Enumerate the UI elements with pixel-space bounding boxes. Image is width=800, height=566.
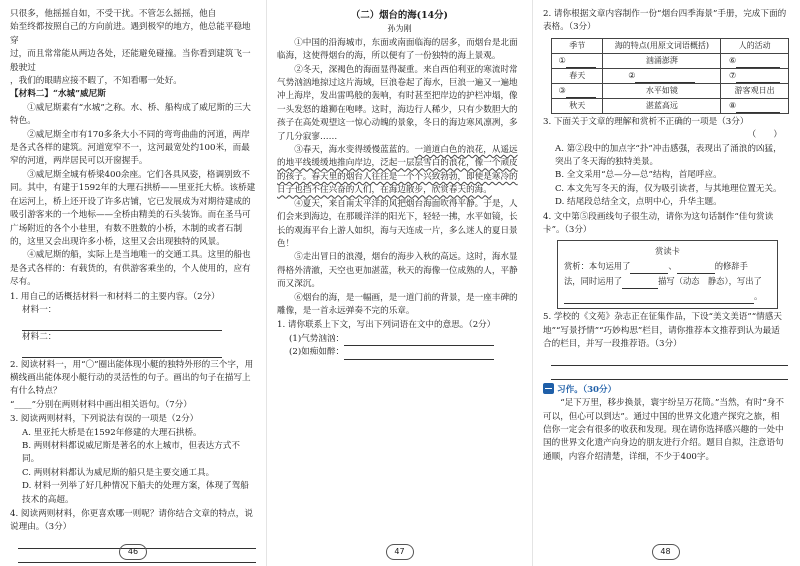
table-row bbox=[552, 83, 789, 98]
question-4: 4. 文中第⑤段画线句子很生动，请你为这句话制作“佳句赏读卡”。（3分） bbox=[543, 211, 774, 236]
answer-blank[interactable] bbox=[22, 347, 222, 358]
page-48 bbox=[532, 0, 798, 566]
table-cell[interactable]: ① bbox=[552, 53, 603, 68]
answer-blank[interactable] bbox=[736, 58, 780, 68]
vocab-item[interactable] bbox=[277, 333, 522, 346]
option-a[interactable]: A. 里亚托大桥是在1592年修建的大理石拱桥。 bbox=[22, 427, 202, 438]
answer-blank[interactable] bbox=[22, 320, 222, 331]
vocab-label: (2)如痴如醉： bbox=[289, 347, 345, 358]
answer-blank[interactable] bbox=[736, 73, 780, 83]
season-table bbox=[551, 38, 789, 114]
page-47 bbox=[266, 0, 532, 566]
table-cell: 春天 bbox=[552, 68, 603, 83]
table-cell[interactable]: ⑦ bbox=[721, 68, 789, 83]
answer-line[interactable] bbox=[551, 352, 788, 366]
answer-blank[interactable] bbox=[736, 103, 780, 113]
paragraph: ⑤走出冒日的浪漫，烟台的海步入秋的高远。这时，海水显得格外清澈，天空也更加湛蓝，秋天的海像一位成熟的人，平静而又深沉。 bbox=[277, 252, 518, 290]
table-cell[interactable]: ⑧ bbox=[721, 98, 789, 113]
table-row bbox=[552, 68, 789, 83]
answer-blank[interactable] bbox=[566, 88, 596, 98]
paragraph bbox=[277, 144, 522, 198]
paragraph: ①中国的沿海城市，东面或南面临海的居多，而烟台是北面临海，这使得烟台的海，所以便有了一份独特的海上景观。 bbox=[277, 37, 518, 62]
question-5: 5. 学校的《文苑》杂志正在征集作品，下设“美文美语”“情感天地”“写景抒情”“巧妙构思”栏目，请你推荐本文推荐到认为最适合的栏目，并写一段推荐语。（3分） bbox=[543, 312, 782, 350]
composition-heading: 习作。（30分） bbox=[543, 383, 788, 397]
paragraph: ③威尼斯全城有桥梁400余座。它们各具风姿，格调别致不同。其中，有建于1592年的大理石拱桥——里亚托大桥。该桥建在运河上，桥上还开设了许多店铺，它已发展成为对期待建成的吸引游客来的一个地标——全桥由精美的石头装饰。而在圣马可广场附近的各个小巷里，有数不胜数的小桥，木制的或者石制的，这里又会出现许多小桥，这里又会出现独特的风景。 bbox=[10, 169, 256, 247]
question-2-rest: “____”分别在两则材料中画出相关语句。（7分） bbox=[10, 399, 192, 410]
table-cell[interactable]: ② bbox=[603, 68, 721, 83]
table-cell: 汹涌澎湃 bbox=[603, 53, 721, 68]
page-number: 47 bbox=[386, 544, 414, 560]
table-cell: 湛蓝高远 bbox=[603, 98, 721, 113]
vocab-item[interactable] bbox=[277, 346, 522, 359]
answer-bracket[interactable]: （ ） bbox=[747, 130, 782, 141]
question-2: 2. 请你根据文章内容制作一份“烟台四季海景”手册，完成下面的表格。（3分） bbox=[543, 9, 787, 33]
paragraph: ④威尼斯的船，实际上是当地唯一的交通工具。这里的船也是各式各样的：有载货的，有供游客乘坐的，个人使用的，应有尽有。 bbox=[10, 250, 251, 288]
vocab-label: (1)气势汹汹： bbox=[289, 333, 345, 344]
option-c[interactable]: C. 本文先写冬天的海，仅为吸引读者，与其地理位置无关。 bbox=[555, 183, 782, 194]
answer-blank[interactable] bbox=[344, 335, 494, 346]
paragraph: ②冬天，深褐色的海面显得凝重。来自西伯利亚的寒流时常气势汹汹地掠过这片海域，巨浪卷起了海水，巨浪一遍又一遍地冲上海岸，发出雷鸣般的轰响，有时甚至把岸边的护栏冲塌，像一头发怒的雄狮在咆哮。这时，海边行人稀少，只有少数胆大的孩子在高处观望这一惊心动魄的景象，冬日的海边寒风凛冽，多了几分寂寥…… bbox=[277, 64, 518, 142]
question-3: 3. 下面关于文章的理解和赏析不正确的一项是（3分） bbox=[543, 116, 749, 127]
answer-label: 材料二： bbox=[22, 331, 57, 342]
answer-line-material1[interactable] bbox=[10, 304, 256, 331]
paragraph: ⑥烟台的海，是一幅画，是一道门前的背景，是一座丰碑的雕像，是一首永远弹奏不完的乐章。 bbox=[277, 292, 518, 316]
table-cell[interactable]: ③ bbox=[552, 83, 603, 98]
option-a[interactable]: A. 第②段中的加点字“扑”冲击感强，表现出了涌浪的凶猛，突出了冬天海的独特美景。 bbox=[555, 143, 782, 168]
card-line: 法，同时运用了 描写（动态 静态），写出了 bbox=[564, 274, 771, 289]
answer-blank[interactable] bbox=[622, 278, 658, 289]
table-header: 季节 bbox=[552, 38, 603, 53]
answer-blank[interactable] bbox=[564, 293, 754, 304]
material2-title: 【材料二】“水城”威尼斯 bbox=[10, 89, 106, 100]
question-1: 1. 用自己的话概括材料一和材料二的主要内容。（2分） bbox=[10, 291, 220, 302]
question-3: 3. 阅读两则材料，下列说法有误的一项是（2分） bbox=[10, 414, 199, 425]
table-header-row bbox=[552, 38, 789, 53]
table-cell: 秋天 bbox=[552, 98, 603, 113]
intro-line: ，我们的眼睛应接不暇了，不知看哪一处好。 bbox=[10, 76, 182, 87]
answer-blank[interactable] bbox=[635, 73, 695, 83]
intro-line: 只很多，他摇摇自如，不受干扰。不管怎么摇摇，他自 bbox=[10, 9, 217, 19]
option-d[interactable]: D. 材料一列举了好几种情况下船夫的处理方案，体现了驾船技术的高超。 bbox=[22, 481, 249, 505]
table-header: 海的特点(用原文词语概括) bbox=[603, 38, 721, 53]
wavy-underlined-sentence: 一道道白色的浪花，从遥远的地平线缓缓地推向岸边，泛起一层层雪白的浪花，像一个顽皮的孩子。春天里的烟台人往往是一个个兴致勃勃，即使是寒冷的日子也挡不住兴奋的人们，在海边散步，欣赏春天的海。 bbox=[277, 145, 518, 196]
author: 孙为刚 bbox=[387, 24, 412, 34]
option-b[interactable]: B. 全文采用“总—分—总”结构，首尾呼应。 bbox=[555, 170, 722, 181]
intro-line: 始至终都按照自己的方向前进。遇到极窄的地方，他总能平稳地穿 bbox=[10, 22, 251, 46]
pencil-icon bbox=[543, 383, 554, 394]
question-2: 2. 阅读材料一，用“〇”圈出能体现小艇的独特外形的三个字，用横线画出能体现小艇行动的灵活性的句子。画出的句子在描写上有什么特点？ bbox=[10, 359, 254, 397]
paragraph: ①威尼斯素有“水城”之称。水、桥、船构成了威尼斯的三大特色。 bbox=[10, 102, 251, 127]
card-line: 。 bbox=[564, 289, 771, 304]
page-number: 48 bbox=[652, 544, 680, 560]
table-cell: 水平如镜 bbox=[603, 83, 721, 98]
page-46 bbox=[0, 0, 266, 566]
answer-blank[interactable] bbox=[344, 349, 494, 360]
card-title: 赏读卡 bbox=[655, 246, 680, 257]
answer-line-material2[interactable] bbox=[10, 331, 256, 358]
option-c[interactable]: C. 两则材料都认为威尼斯的船只是主要交通工具。 bbox=[22, 467, 215, 478]
answer-label: 材料一： bbox=[22, 304, 57, 315]
table-row bbox=[552, 98, 789, 113]
answer-blank[interactable] bbox=[677, 263, 715, 274]
paragraph-lead: ③春天，海水变得缓慢蓝蓝的。 bbox=[294, 145, 415, 156]
answer-blank[interactable] bbox=[630, 263, 668, 274]
answer-blank[interactable] bbox=[566, 58, 596, 68]
answer-line[interactable] bbox=[551, 366, 788, 380]
question-4: 4. 阅读两则材料，你更喜欢哪一则呢？请你结合文章的特点，说说理由。（3分） bbox=[10, 509, 253, 533]
option-d[interactable]: D. 结尾段总结全文，点明中心，升华主题。 bbox=[555, 197, 722, 208]
table-cell: 游客观日出 bbox=[721, 83, 789, 98]
intro-line: 过，而且常常能从两边各处，还能避免碰撞。当你看到建筑飞一般驶过 bbox=[10, 49, 251, 73]
table-header: 人的活动 bbox=[721, 38, 789, 53]
page-number: 46 bbox=[119, 544, 147, 560]
paragraph: ②威尼斯全市有170多条大小不同的弯弯曲曲的河道，两岸是各式各样的建筑。河道宽窄不一，这河最宽处约100米，而最窄的河道，两岸居民可以开窗握手。 bbox=[10, 129, 250, 167]
question-1: 1. 请你联系上下文，写出下列词语在文中的意思。（2分） bbox=[277, 320, 496, 331]
option-b[interactable]: B. 两则材料都说威尼斯是著名的水上城市，但表达方式不同。 bbox=[22, 441, 241, 465]
composition-prompt: “足下万里，移步换景，寰宇纷呈万花筒。”当然，有时“身不可以，但心可以到达”。通过中国的世界文化遗产探究之旅，相信你一定会有很多的收获和发现。现在请你选择感兴趣的一处中国的世界文化遗产向身边的朋友进行介绍。题目自拟，注意语句通顺，内容介绍清楚，详细，不少于400字。 bbox=[543, 398, 784, 462]
card-line: 赏析：本句运用了 、 的修辞手 bbox=[564, 259, 771, 274]
appreciation-card bbox=[557, 240, 778, 309]
section-title: （二）烟台的海(14分) bbox=[351, 10, 448, 21]
table-cell[interactable]: ⑥ bbox=[721, 53, 789, 68]
table-row bbox=[552, 53, 789, 68]
paragraph: ④夏天，来自南太平洋的风把烟台海面吹得平静。于是，人们会来到海边，在那暖洋洋的阳光下，轻轻一拂，水平如镜，长长的观海平台上游人如织，海与天连成一片，多么迷人的夏日景色！ bbox=[277, 198, 518, 249]
